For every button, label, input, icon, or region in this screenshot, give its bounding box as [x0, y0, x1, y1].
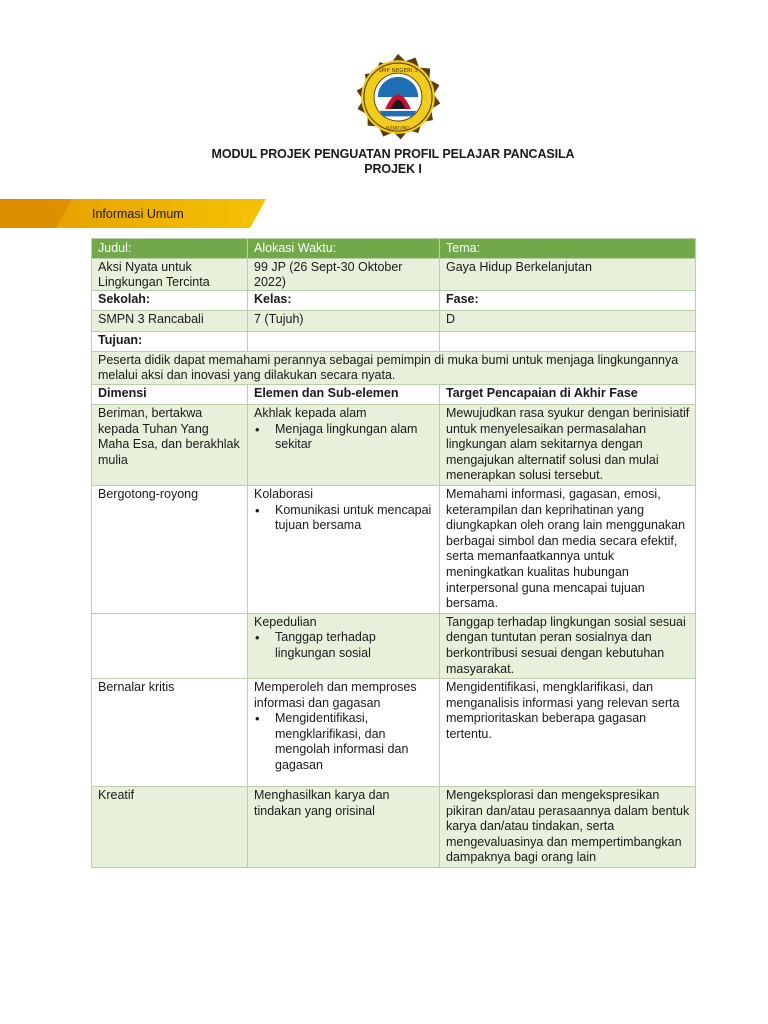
elemen-title: Akhlak kepada alam [254, 406, 367, 420]
kelas-value: 7 (Tujuh) [248, 311, 440, 332]
elemen-title: Kolaborasi [254, 486, 314, 501]
svg-text:BANDUNG: BANDUNG [386, 126, 410, 132]
document-title [0, 147, 768, 177]
tujuan-label: Tujuan: [92, 332, 248, 352]
tujuan-value: Peserta didik dapat memahami perannya sebagai pemimpin di muka bumi untuk menjaga lingkungannya melalui aksi dan inovasi yang dilakukan secara nyata. [92, 352, 696, 384]
title-line-1: MODUL PROJEK PENGUATAN PROFIL PELAJAR PANCASILA [211, 147, 575, 161]
target-cell: Mengeksplorasi dan mengekspresikan pikiran dan/atau perasaannya dalam bentuk karya dan/atau tindakan, serta mengevaluasinya dan mempertimbangkan dampaknya bagi orang lain [440, 787, 696, 868]
sub-elemen-item: • Komunikasi untuk mencapai tujuan bersama [254, 503, 434, 534]
elemen-cell [248, 485, 440, 613]
target-cell: Tanggap terhadap lingkungan sosial sesuai dengan tuntutan peran sosialnya dan berkontribusi sesuai dengan kebutuhan masyarakat. [440, 613, 696, 678]
judul-value: Aksi Nyata untuk Lingkungan Tercinta [92, 259, 248, 291]
dimensi-cell: Bernalar kritis [92, 679, 248, 787]
header-elemen: Elemen dan Sub-elemen [248, 385, 440, 405]
sekolah-value: SMPN 3 Rancabali [92, 311, 248, 332]
fase-value: D [440, 311, 696, 332]
elemen-cell [248, 787, 440, 868]
sub-elemen-item: • Menjaga lingkungan alam sekitar [254, 422, 434, 453]
table-row [92, 405, 696, 486]
kelas-label: Kelas: [248, 291, 440, 311]
general-info-table [91, 238, 696, 385]
dimensi-cell [92, 613, 248, 678]
target-cell: Mengidentifikasi, mengklarifikasi, dan menganalisis informasi yang relevan serta memprioritaskan beberapa gagasan tertentu. [440, 679, 696, 787]
sub-elemen-item: • Mengidentifikasi, mengklarifikasi, dan mengolah informasi dan gagasan [254, 711, 434, 773]
dimension-table [91, 384, 696, 868]
table-row [92, 485, 696, 613]
table-row [92, 613, 696, 678]
table-row [92, 679, 696, 787]
header-tema: Tema: [440, 239, 696, 259]
alokasi-value: 99 JP (26 Sept-30 Oktober 2022) [248, 259, 440, 291]
header-judul: Judul: [92, 239, 248, 259]
elemen-title: Kepedulian [254, 614, 317, 629]
dimensi-cell: Bergotong-royong [92, 485, 248, 613]
tema-value: Gaya Hidup Berkelanjutan [440, 259, 696, 291]
svg-text:SMP NEGERI 3: SMP NEGERI 3 [378, 68, 418, 75]
elemen-cell [248, 405, 440, 486]
dimensi-cell: Kreatif [92, 787, 248, 868]
target-cell: Mewujudkan rasa syukur dengan berinisiatif untuk menyelesaikan permasalahan lingkungan alam sekitarnya dengan mengajukan alternatif solusi dan mulai menerapkan solusi tersebut. [440, 405, 696, 486]
elemen-cell [248, 679, 440, 787]
section-label: Informasi Umum [92, 207, 184, 221]
header-dimensi: Dimensi [92, 385, 248, 405]
elemen-title: Memperoleh dan memproses informasi dan gagasan [254, 680, 417, 710]
target-cell: Memahami informasi, gagasan, emosi, keterampilan dan keprihatinan yang diungkapkan oleh orang lain menggunakan berbagai simbol dan media secara efektif, serta memanfaatkannya untuk meningkatkan kualitas hubungan interpersonal guna mencapai tujuan bersama. [440, 485, 696, 613]
school-seal-logo [352, 52, 444, 144]
title-line-2: PROJEK I [364, 162, 422, 176]
sub-elemen-item: • Tanggap terhadap lingkungan sosial [254, 630, 434, 661]
header-target: Target Pencapaian di Akhir Fase [440, 385, 696, 405]
fase-label: Fase: [440, 291, 696, 311]
elemen-cell [248, 613, 440, 678]
header-alokasi: Alokasi Waktu: [248, 239, 440, 259]
dimensi-cell: Beriman, bertakwa kepada Tuhan Yang Maha Esa, dan berakhlak mulia [92, 405, 248, 486]
sekolah-label: Sekolah: [92, 291, 248, 311]
elemen-title: Menghasilkan karya dan tindakan yang orisinal [254, 788, 390, 818]
table-row [92, 787, 696, 868]
